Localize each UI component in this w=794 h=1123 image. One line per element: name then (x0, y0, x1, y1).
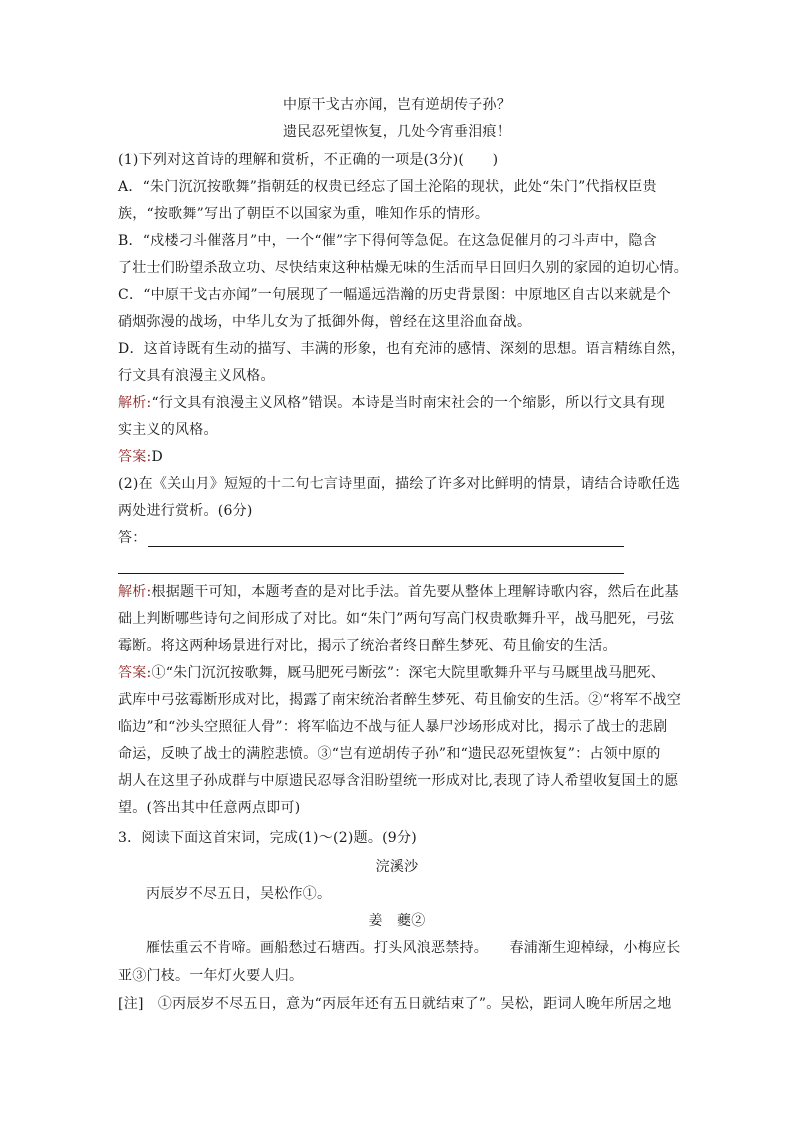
q2-answer-line-4: 命运，反映了战士的满腔悲愤。③“岂有逆胡传子孙”和“遗民忍死望恢复”：占领中原的 (118, 746, 661, 762)
q2-analysis-label: 解析: (118, 584, 152, 600)
q2-answer-text: ①“朱门沉沉按歌舞，厩马肥死弓断弦”：深宅大院里歌舞升平与马厩里战马肥死、 (151, 665, 666, 681)
q2-answer-line-3: 临边”和“沙头空照征人骨”：将军临边不战与征人暴尸沙场形成对比，揭示了战士的悲剧 (118, 719, 668, 735)
q1-option-d-line-1: D．这首诗既有生动的描写、丰满的形象，也有充沛的感情、深刻的思想。语言精练自然， (118, 341, 686, 357)
q2-answer-label: 答案: (118, 665, 152, 681)
q1-option-c-line-1: C．“中原干戈古亦闻”一句展现了一幅遥远浩瀚的历史背景图：中原地区自古以来就是个 (118, 287, 672, 303)
poem-line-1: 中原干戈古亦闻，岂有逆胡传子孙？ (283, 97, 511, 113)
q1-option-b-line-2: 了壮士们盼望杀敌立功、尽快结束这种枯燥无味的生活而早日回归久别的家园的迫切心情。 (118, 260, 688, 276)
q1-analysis-label: 解析: (118, 395, 152, 411)
q2-answer-line-1 (118, 663, 665, 683)
answer-blank-line-1 (148, 546, 624, 547)
ci-author: 姜 夔② (368, 913, 426, 929)
q2-answer-line-2: 武库中弓弦霉断形成对比，揭露了南宋统治者醉生梦死、苟且偷安的生活。②“将军不战空 (118, 692, 682, 708)
ci-title: 浣溪沙 (375, 859, 419, 875)
q1-analysis-line-1 (118, 393, 665, 413)
q1-option-a-line-1: A．“朱门沉沉按歌舞”指朝廷的权贵已经忘了国土沦陷的现状，此处“朱门”代指权臣贵 (118, 179, 657, 195)
q2-stem-line-1: (2)在《关山月》短短的十二句七言诗里面，描绘了许多对比鲜明的情景，请结合诗歌任选 (118, 476, 681, 492)
q1-answer-line (118, 447, 163, 467)
q3-intro: 3．阅读下面这首宋词，完成(1)～(2)题。(9分) (118, 830, 417, 846)
q2-analysis-line-1 (118, 582, 679, 602)
q2-analysis-text: 根据题干可知，本题考查的是对比手法。首先要从整体上理解诗歌内容，然后在此基 (151, 584, 679, 600)
q1-option-c-line-2: 硝烟弥漫的战场，中华儿女为了抵御外侮，曾经在这里浴血奋战。 (118, 314, 532, 330)
poem-line-2: 遗民忍死望恢复，几处今宵垂泪痕！ (283, 124, 511, 140)
q2-answer-prompt: 答： (118, 530, 147, 546)
q1-analysis-text: “行文具有浪漫主义风格”错误。本诗是当时南宋社会的一个缩影，所以行文具有现 (151, 395, 666, 411)
ci-body-line-2: 亚③门枝。一年灯火要人归。 (118, 968, 304, 984)
q2-answer-line-5: 胡人在这里子孙成群与中原遗民忍辱含泪盼望统一形成对比,表现了诗人希望收复国土的愿 (118, 773, 679, 789)
q2-analysis-line-3: 霉断。将这两种场景进行对比，揭示了统治者终日醉生梦死、苟且偷安的生活。 (118, 638, 617, 654)
q1-answer-value: D (151, 449, 163, 465)
q1-answer-label: 答案: (118, 449, 152, 465)
q2-analysis-line-2: 础上判断哪些诗句之间形成了对比。如“朱门”两句写高门权贵歌舞升平，战马肥死，弓弦 (118, 611, 675, 627)
q1-option-d-line-2: 行文具有浪漫主义风格。 (118, 368, 275, 384)
ci-note: [注] ①丙辰岁不尽五日，意为“丙辰年还有五日就结束了”。吴松，距词人晚年所居之地 (118, 996, 672, 1012)
answer-blank-line-2 (118, 573, 624, 574)
q1-option-b-line-1: B．“戍楼刁斗催落月”中，一个“催”字下得何等急促。在这急促催月的刁斗声中，隐含 (118, 233, 657, 249)
q2-answer-line-6: 望。(答出其中任意两点即可) (118, 800, 301, 816)
ci-body-line-1: 雁怯重云不肯啼。画船愁过石塘西。打头风浪恶禁持。 春浦渐生迎棹绿，小梅应长 (146, 940, 681, 956)
q1-analysis-line-2: 实主义的风格。 (118, 422, 218, 438)
ci-preface: 丙辰岁不尽五日，吴松作①。 (146, 886, 332, 902)
q1-option-a-line-2: 族，“按歌舞”写出了朝臣不以国家为重，唯知作乐的情形。 (118, 206, 490, 222)
q2-stem-line-2: 两处进行赏析。(6分) (118, 503, 253, 519)
q1-stem: (1)下列对这首诗的理解和赏析，不正确的一项是(3分)( ) (118, 152, 499, 168)
